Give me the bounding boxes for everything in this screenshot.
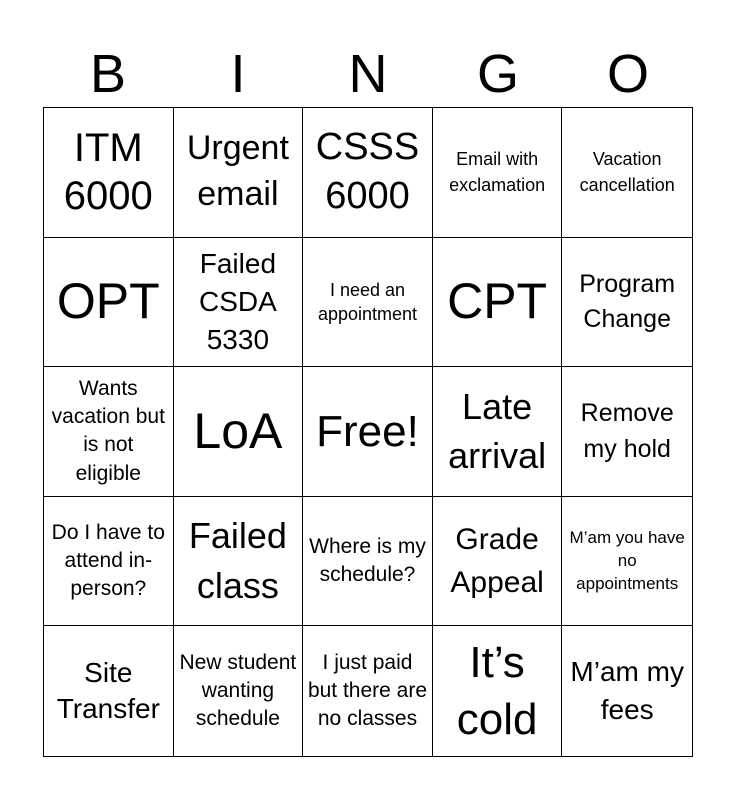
bingo-cell[interactable] [174,367,304,497]
cell-text: Wants vacation but is not eligible [51,376,165,485]
bingo-cell[interactable] [44,238,174,368]
header-letter-o: O [606,44,649,104]
bingo-card-grid [43,107,693,757]
header-letter-g: G [476,44,519,104]
cell-text: Do I have to attend in-person? [51,520,165,601]
cell-text: Remove my hold [580,399,674,464]
cell-text: I need an appointment [317,279,418,324]
cell-text: LoA [193,402,283,459]
bingo-cell[interactable] [303,108,433,238]
bingo-cell[interactable] [303,626,433,756]
bingo-cell[interactable] [174,108,304,238]
cell-text: Program Change [579,269,676,333]
cell-text: ITM 6000 [63,125,153,219]
cell-text: Free! [316,406,419,456]
cell-text: OPT [56,273,160,330]
cell-text: Email with exclamation [449,149,546,196]
bingo-cell[interactable] [174,497,304,627]
cell-text: CPT [447,273,548,330]
bingo-cell[interactable] [44,108,174,238]
cell-text: Grade Appeal [450,522,544,600]
bingo-header [43,40,693,108]
cell-text: CSSS 6000 [315,125,420,218]
bingo-cell[interactable] [433,367,563,497]
cell-text: M’am my fees [570,655,684,726]
bingo-cell[interactable] [44,367,174,497]
bingo-cell[interactable] [433,497,563,627]
cell-text: Urgent email [186,129,289,214]
cell-text: It’s cold [456,638,538,745]
bingo-cell[interactable] [562,108,692,238]
bingo-cell[interactable] [303,238,433,368]
cell-text: M’am you have no appointments [569,527,685,593]
bingo-cell[interactable] [562,367,692,497]
bingo-cell[interactable] [562,497,692,627]
cell-text: I just paid but there are no classes [307,650,428,731]
cell-text: Site Transfer [56,656,160,725]
bingo-cell[interactable] [433,626,563,756]
bingo-cell[interactable] [562,626,692,756]
header-letter-b: B [89,44,127,104]
bingo-cell[interactable] [433,238,563,368]
bingo-cell[interactable] [303,497,433,627]
bingo-cell[interactable] [44,626,174,756]
bingo-cell[interactable] [303,367,433,497]
cell-text: Late arrival [448,385,547,477]
cell-text: Failed CSDA 5330 [198,248,277,355]
header-letter-n: N [348,44,388,104]
header-letter-i: I [230,44,246,104]
bingo-cell[interactable] [174,626,304,756]
bingo-cell[interactable] [433,108,563,238]
bingo-cell[interactable] [562,238,692,368]
cell-text: Vacation cancellation [579,149,675,196]
bingo-cell[interactable] [44,497,174,627]
cell-text: New student wanting schedule [179,650,297,731]
cell-text: Where is my schedule? [309,534,426,587]
bingo-cell[interactable] [174,238,304,368]
cell-text: Failed class [188,515,287,607]
